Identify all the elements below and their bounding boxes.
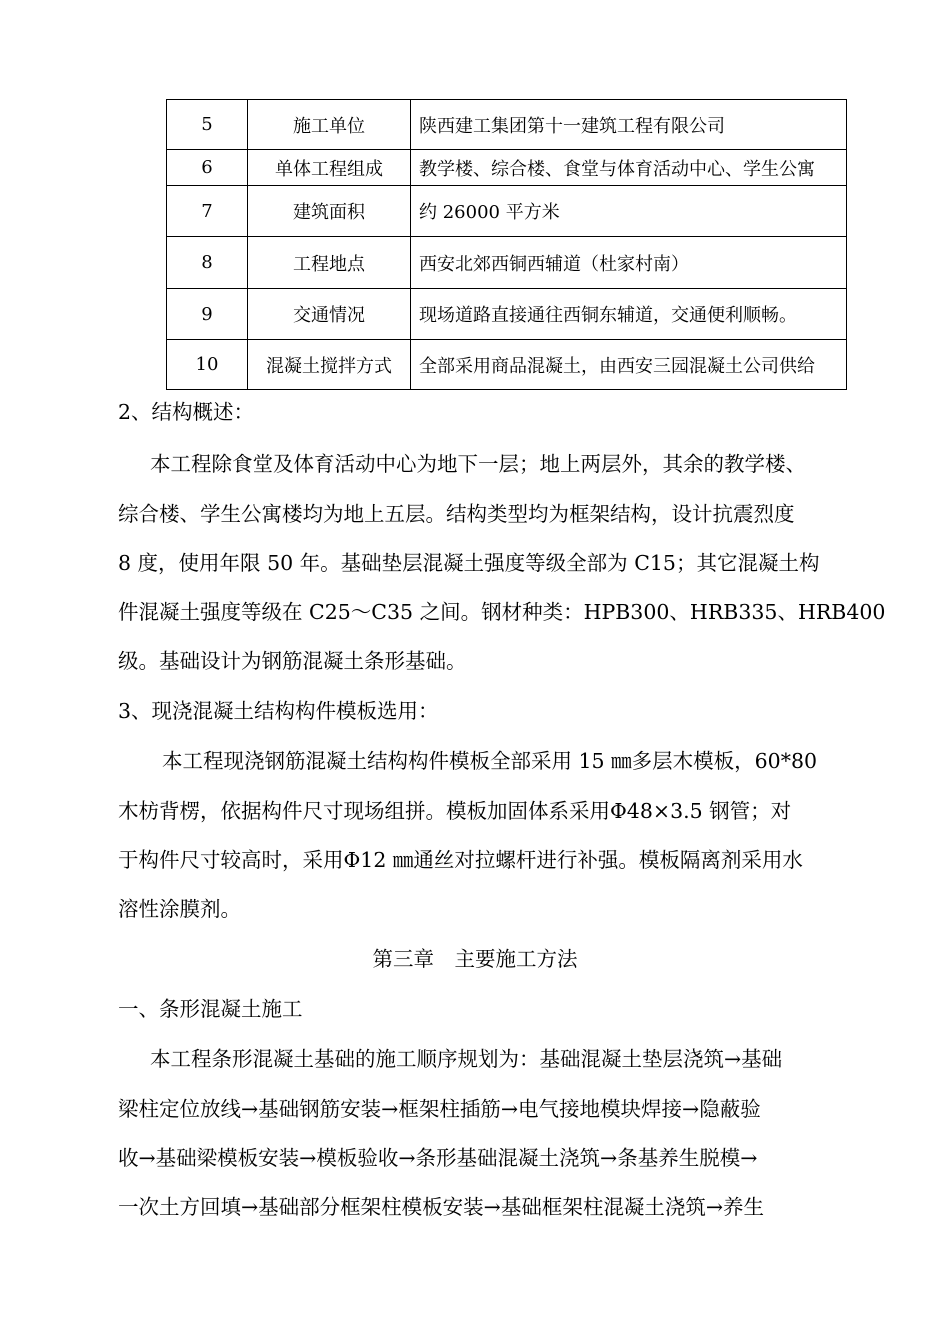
paragraph-line: 本工程条形混凝土基础的施工顺序规划为：基础混凝土垫层浇筑→基础 (150, 1047, 783, 1071)
table-row (167, 237, 847, 289)
paragraph-line: 本工程现浇钢筋混凝土结构构件模板全部采用 15 ㎜多层木模板，60*80 (162, 749, 818, 773)
table-row (167, 289, 847, 340)
row-number: 9 (167, 289, 248, 340)
row-item: 施工单位 (248, 100, 411, 150)
row-item: 单体工程组成 (248, 150, 411, 186)
row-item: 工程地点 (248, 237, 411, 289)
paragraph-line: 件混凝土强度等级在 C25～C35 之间。钢材种类：HPB300、HRB335、HRB400 (118, 600, 886, 624)
chapter-title: 第三章 主要施工方法 (372, 947, 578, 971)
paragraph-line: 综合楼、学生公寓楼均为地上五层。结构类型均为框架结构，设计抗震烈度 (118, 502, 795, 526)
paragraph-line: 于构件尺寸较高时，采用Φ12 ㎜通丝对拉螺杆进行补强。模板隔离剂采用水 (118, 848, 803, 872)
row-number: 6 (167, 150, 248, 186)
section-heading-structure: 2、结构概述： (118, 400, 255, 424)
row-item: 建筑面积 (248, 186, 411, 237)
row-item: 交通情况 (248, 289, 411, 340)
paragraph-line: 溶性涂膜剂。 (118, 897, 241, 921)
row-item: 混凝土搅拌方式 (248, 340, 411, 390)
project-info-table (166, 99, 847, 390)
section-heading-strip: 一、条形混凝土施工 (118, 997, 303, 1021)
row-value: 教学楼、综合楼、食堂与体育活动中心、学生公寓 (411, 150, 847, 186)
paragraph-line: 本工程除食堂及体育活动中心为地下一层；地上两层外，其余的教学楼、 (150, 452, 806, 476)
paragraph-line: 梁柱定位放线→基础钢筋安装→框架柱插筋→电气接地模块焊接→隐蔽验 (118, 1097, 761, 1121)
row-value: 西安北郊西铜西辅道（杜家村南） (411, 237, 847, 289)
paragraph-line: 木枋背楞，依据构件尺寸现场组拼。模板加固体系采用Φ48×3.5 钢管；对 (118, 799, 792, 823)
row-number: 8 (167, 237, 248, 289)
row-value: 全部采用商品混凝土，由西安三园混凝土公司供给 (411, 340, 847, 390)
row-value: 陕西建工集团第十一建筑工程有限公司 (411, 100, 847, 150)
row-number: 5 (167, 100, 248, 150)
paragraph-line: 级。基础设计为钢筋混凝土条形基础。 (118, 649, 467, 673)
section-heading-formwork: 3、现浇混凝土结构构件模板选用： (118, 699, 439, 723)
table-row (167, 186, 847, 237)
table-row (167, 150, 847, 186)
row-number: 10 (167, 340, 248, 390)
table-row (167, 340, 847, 390)
paragraph-line: 8 度，使用年限 50 年。基础垫层混凝土强度等级全部为 C15；其它混凝土构 (118, 551, 820, 575)
paragraph-line: 一次土方回填→基础部分框架柱模板安装→基础框架柱混凝土浇筑→养生 (118, 1195, 765, 1219)
row-number: 7 (167, 186, 248, 237)
row-value: 约 26000 平方米 (411, 186, 847, 237)
table-row (167, 100, 847, 150)
paragraph-line: 收→基础梁模板安装→模板验收→条形基础混凝土浇筑→条基养生脱模→ (118, 1146, 758, 1170)
row-value: 现场道路直接通往西铜东辅道，交通便利顺畅。 (411, 289, 847, 340)
